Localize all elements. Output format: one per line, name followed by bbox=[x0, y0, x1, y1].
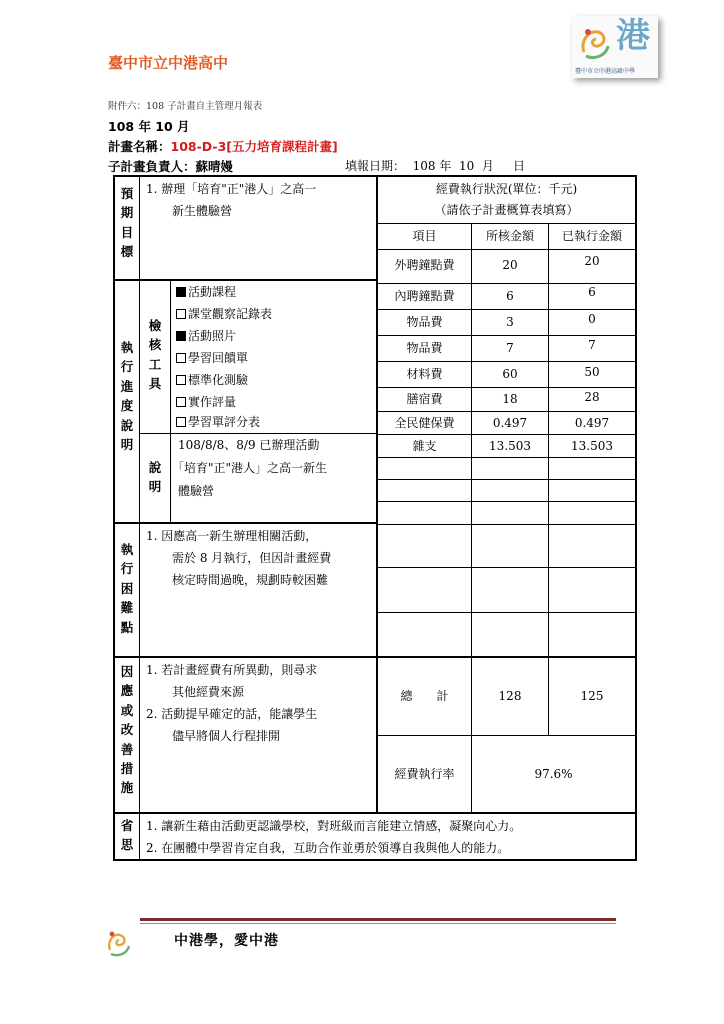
improve-line: 儘早將個人行程排開 bbox=[172, 729, 281, 743]
total-approved: 128 bbox=[498, 689, 522, 703]
explain-line: 「培育"正"港人」之高一新生 bbox=[172, 461, 328, 475]
budget-item: 外聘鐘點費 bbox=[394, 258, 455, 272]
budget-approved: 7 bbox=[506, 341, 514, 355]
explain-label: 說明 bbox=[148, 460, 162, 495]
difficulty-line: 需於 8 月執行，但因計畫經費 bbox=[172, 551, 332, 565]
progress-label: 執行進度說明 bbox=[120, 340, 134, 452]
progress-row-bottom bbox=[113, 522, 377, 524]
checkbox-unchecked-icon bbox=[176, 397, 186, 407]
checkbox-unchecked-icon bbox=[176, 309, 186, 319]
reflect-line: 1. 讓新生藉由活動更認識學校，對班級而言能建立情感，凝聚向心力。 bbox=[146, 819, 522, 833]
budget-item: 物品費 bbox=[406, 341, 443, 355]
improve-line: 2. 活動提早確定的話，能讓學生 bbox=[146, 707, 318, 721]
budget-item: 全民健保費 bbox=[394, 416, 455, 430]
budget-approved: 60 bbox=[502, 367, 518, 381]
budget-item: 雜支 bbox=[412, 439, 437, 453]
budget-subtitle: （請依子計畫概算表填寫） bbox=[434, 203, 579, 217]
budget-approved: 6 bbox=[506, 289, 514, 303]
budget-approved: 0.497 bbox=[492, 416, 528, 430]
tool-item[interactable] bbox=[176, 281, 236, 303]
reflect-label: 省思 bbox=[120, 818, 134, 853]
budget-approved: 18 bbox=[502, 392, 518, 406]
tools-label: 檢核工具 bbox=[148, 318, 162, 392]
checkbox-checked-icon bbox=[176, 331, 186, 341]
footer-logo-icon bbox=[106, 928, 132, 958]
budget-item: 物品費 bbox=[406, 315, 443, 329]
budget-row-line bbox=[377, 479, 636, 480]
logo-character: 港 bbox=[616, 16, 650, 56]
budget-title: 經費執行狀況(單位：千元) bbox=[435, 182, 578, 196]
budget-row-line bbox=[377, 567, 636, 568]
plan-name-value: 108-D-3[五力培育課程計畫] bbox=[170, 139, 338, 154]
tool-label: 活動照片 bbox=[188, 329, 237, 343]
budget-approved: 3 bbox=[506, 315, 514, 329]
school-name: 臺中市立中港高中 bbox=[108, 54, 229, 72]
tool-item[interactable] bbox=[176, 411, 260, 433]
budget-item: 材料費 bbox=[406, 367, 443, 381]
label-col-divider bbox=[139, 175, 140, 861]
logo-swirl-icon bbox=[578, 22, 612, 62]
budget-row-line bbox=[377, 457, 636, 458]
footer-slogan: 中港學，愛中港 bbox=[174, 933, 279, 949]
budget-row-line bbox=[377, 501, 636, 502]
total-executed: 125 bbox=[580, 689, 604, 703]
footer-rule-thin bbox=[140, 923, 616, 924]
budget-approved: 13.503 bbox=[489, 439, 531, 453]
improve-row-bottom bbox=[113, 812, 637, 814]
rate-value: 97.6% bbox=[534, 767, 573, 781]
budget-executed: 6 bbox=[588, 285, 596, 299]
report-month: 108 年 10 月 bbox=[108, 119, 190, 134]
goal-text-line: 1. 辦理「培育"正"港人」之高一 bbox=[146, 182, 317, 196]
improve-line: 其他經費來源 bbox=[172, 685, 245, 699]
school-logo bbox=[572, 16, 658, 78]
checkbox-unchecked-icon bbox=[176, 375, 186, 385]
improve-line: 1. 若計畫經費有所異動，則尋求 bbox=[146, 663, 318, 677]
explain-line: 體驗營 bbox=[178, 484, 215, 498]
tool-item[interactable] bbox=[176, 391, 236, 413]
table-border-left bbox=[113, 175, 115, 861]
budget-row-line bbox=[377, 612, 636, 613]
total-label: 總 計 bbox=[400, 689, 449, 703]
goal-text-line: 新生體驗營 bbox=[172, 204, 233, 218]
rate-label: 經費執行率 bbox=[394, 767, 455, 781]
tools-col-divider bbox=[170, 280, 171, 523]
plan-owner: 子計畫負責人：蘇晴嫚 bbox=[108, 159, 234, 174]
improve-label: 因應或改善措施 bbox=[120, 664, 134, 796]
budget-executed: 0.497 bbox=[574, 416, 610, 430]
footer-rule bbox=[140, 918, 616, 921]
budget-executed: 0 bbox=[588, 312, 596, 326]
table-border-top bbox=[113, 175, 637, 177]
tool-item[interactable] bbox=[176, 347, 248, 369]
difficulty-line: 1. 因應高一新生辦理相關活動， bbox=[146, 529, 318, 543]
tool-item[interactable] bbox=[176, 303, 272, 325]
budget-executed: 13.503 bbox=[571, 439, 613, 453]
tool-item[interactable] bbox=[176, 325, 236, 347]
tool-label: 實作評量 bbox=[188, 395, 237, 409]
budget-title-bottom bbox=[377, 223, 636, 224]
difficulty-line: 核定時間過晚，規劃時較困難 bbox=[172, 573, 329, 587]
budget-header-item: 項目 bbox=[412, 229, 437, 243]
tool-label: 學習回饋單 bbox=[188, 351, 249, 365]
budget-executed: 7 bbox=[588, 338, 596, 352]
budget-executed: 50 bbox=[584, 365, 600, 379]
budget-approved: 20 bbox=[502, 258, 518, 272]
budget-item: 膳宿費 bbox=[406, 392, 443, 406]
budget-header-executed: 已執行金額 bbox=[561, 229, 622, 243]
budget-executed: 20 bbox=[584, 254, 600, 268]
logo-caption: 臺中市立中港高級中學 bbox=[575, 68, 636, 75]
tool-item[interactable] bbox=[176, 369, 248, 391]
table-border-bottom bbox=[113, 859, 637, 861]
explain-line: 108/8/8、8/9 已辦理活動 bbox=[178, 438, 320, 452]
tool-label: 標準化測驗 bbox=[188, 373, 249, 387]
budget-item: 內聘鐘點費 bbox=[394, 289, 455, 303]
difficulty-row-bottom bbox=[113, 656, 637, 658]
fill-date: 填報日期： 108 年 10 月 日 bbox=[345, 159, 525, 173]
reflect-line: 2. 在團體中學習肯定自我，互助合作並勇於領導自我與他人的能力。 bbox=[146, 841, 510, 855]
plan-name-label: 計畫名稱： bbox=[108, 139, 171, 154]
difficulty-label: 執行困難點 bbox=[120, 542, 134, 635]
checkbox-checked-icon bbox=[176, 287, 186, 297]
checkbox-unchecked-icon bbox=[176, 417, 186, 427]
tool-label: 課堂觀察記錄表 bbox=[188, 307, 273, 321]
budget-header-approved: 所核金額 bbox=[485, 229, 534, 243]
plan-name bbox=[108, 137, 338, 155]
tool-label: 學習單評分表 bbox=[188, 415, 261, 429]
checkbox-unchecked-icon bbox=[176, 353, 186, 363]
goal-row-bottom bbox=[113, 279, 377, 281]
total-rate-divider bbox=[377, 735, 636, 736]
budget-row-line bbox=[377, 524, 636, 525]
attachment-label: 附件六：108 子計畫自主管理月報表 bbox=[108, 101, 263, 112]
tool-label: 活動課程 bbox=[188, 285, 237, 299]
budget-executed: 28 bbox=[584, 390, 600, 404]
table-border-right bbox=[635, 175, 637, 861]
goal-label: 預期目標 bbox=[120, 186, 134, 260]
